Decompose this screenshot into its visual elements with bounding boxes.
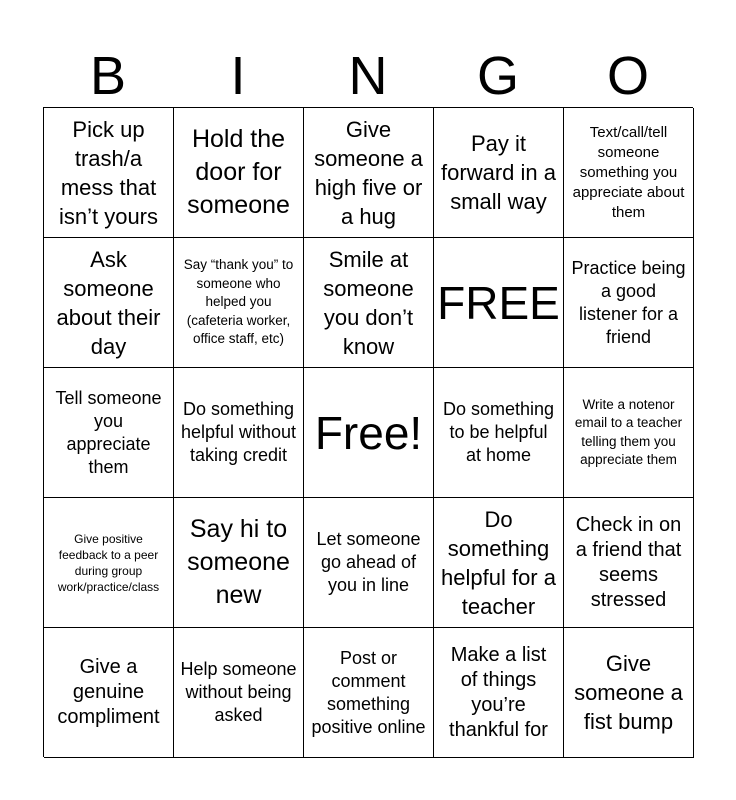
cell-text: Pay it forward in a small way <box>441 131 556 214</box>
bingo-cell-r5-c5[interactable] <box>564 628 694 758</box>
cell-text: Give someone a fist bump <box>574 651 683 734</box>
bingo-cell-r3-c2[interactable] <box>174 368 304 498</box>
cell-text: FREE <box>437 276 560 329</box>
bingo-cell-r2-c2[interactable] <box>174 238 304 368</box>
bingo-cell-r1-c5[interactable] <box>564 108 694 238</box>
cell-text: Do something helpful without taking credit <box>180 399 297 465</box>
bingo-cell-r1-c4[interactable] <box>434 108 564 238</box>
bingo-cell-r4-c5[interactable] <box>564 498 694 628</box>
header-letter-n: N <box>348 46 388 106</box>
bingo-card-grid <box>43 107 693 757</box>
bingo-cell-r2-c1[interactable] <box>44 238 174 368</box>
cell-text: Hold the door for someone <box>187 125 290 219</box>
cell-text: Write a notenor email to a teacher telling them you appreciate them <box>574 396 683 467</box>
cell-text: Say hi to someone new <box>187 515 290 609</box>
cell-text: Tell someone you appreciate them <box>55 387 162 477</box>
bingo-cell-r1-c1[interactable] <box>44 108 174 238</box>
bingo-cell-r5-c4[interactable] <box>434 628 564 758</box>
bingo-cell-r3-c4[interactable] <box>434 368 564 498</box>
cell-text: Ask someone about their day <box>56 246 161 359</box>
bingo-header <box>43 48 693 104</box>
header-letter-i: I <box>230 46 246 106</box>
bingo-cell-r1-c2[interactable] <box>174 108 304 238</box>
bingo-cell-r3-c3-free[interactable] <box>304 368 434 498</box>
bingo-cell-r4-c3[interactable] <box>304 498 434 628</box>
bingo-cell-r3-c1[interactable] <box>44 368 174 498</box>
cell-text: Do something helpful for a teacher <box>441 506 556 619</box>
cell-text: Say “thank you” to someone who helped you (cafeteria worker, office staff, etc) <box>183 257 294 347</box>
bingo-cell-r3-c5[interactable] <box>564 368 694 498</box>
cell-text: Smile at someone you don’t know <box>323 246 414 359</box>
bingo-cell-r2-c4-free[interactable] <box>434 238 564 368</box>
bingo-cell-r5-c1[interactable] <box>44 628 174 758</box>
cell-text: Give positive feedback to a peer during group work/practice/class <box>57 531 160 594</box>
cell-text: Practice being a good listener for a friend <box>571 257 686 347</box>
cell-text: Help someone without being asked <box>180 659 297 725</box>
bingo-cell-r4-c2[interactable] <box>174 498 304 628</box>
cell-text: Make a list of things you’re thankful for <box>449 643 548 741</box>
bingo-cell-r4-c4[interactable] <box>434 498 564 628</box>
cell-text: Pick up trash/a mess that isn’t yours <box>58 116 159 229</box>
bingo-cell-r5-c3[interactable] <box>304 628 434 758</box>
bingo-cell-r5-c2[interactable] <box>174 628 304 758</box>
cell-text: Check in on a friend that seems stressed <box>575 513 682 611</box>
bingo-cell-r1-c3[interactable] <box>304 108 434 238</box>
header-letter-b: B <box>89 46 127 106</box>
header-letter-g: G <box>476 46 519 106</box>
cell-text: Do something to be helpful at home <box>442 399 555 465</box>
cell-text: Post or comment something positive online <box>311 647 426 737</box>
cell-text: Text/call/tell someone something you appreciate about them <box>572 123 685 221</box>
cell-text: Give someone a high five or a hug <box>314 116 423 229</box>
bingo-cell-r2-c3[interactable] <box>304 238 434 368</box>
cell-text: Give a genuine compliment <box>57 656 160 728</box>
bingo-cell-r2-c5[interactable] <box>564 238 694 368</box>
cell-text: Let someone go ahead of you in line <box>316 529 421 595</box>
cell-text: Free! <box>314 406 423 459</box>
header-letter-o: O <box>606 46 649 106</box>
bingo-cell-r4-c1[interactable] <box>44 498 174 628</box>
